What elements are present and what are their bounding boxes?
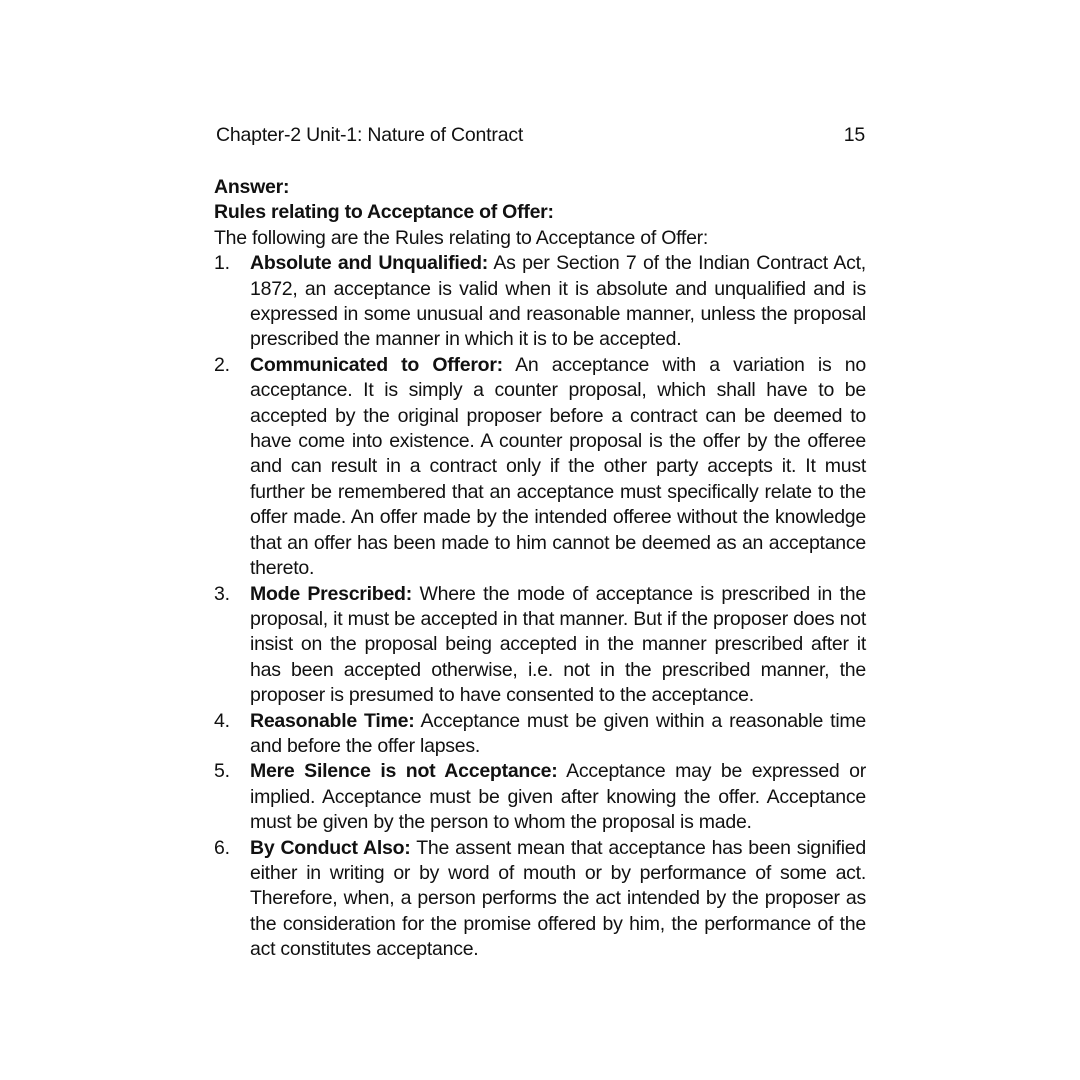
rule-item [214,836,866,963]
answer-label: Answer: [214,176,290,198]
document-body [214,175,866,963]
rule-number: 1. [214,252,230,275]
rule-text: The assent mean that acceptance has been signified either in writing or by word of mouth or by performance of some act. Therefore, when, a person performs the act intended by the proposer as the consideration for the promise offered by him, the performance of the act constitutes acceptance. [250,836,866,961]
rule-term: Mode Prescribed: [250,582,412,605]
section-title: Rules relating to Acceptance of Offer: [214,201,554,224]
rule-term: By Conduct Also: [250,836,411,859]
rule-text: Acceptance must be given within a reasonable time and before the offer lapses. [250,709,867,757]
rule-item [214,759,866,835]
rule-text: An acceptance with a variation is no acceptance. It is simply a counter proposal, which shall have to be accepted by the original proposer before a contract can be deemed to have come into existence. A counter proposal is the offer by the offeree and can result in a contract only if the other party accepts it. It must further be remembered that an acceptance must specifically relate to the offer made. An offer made by the intended offeree without the knowledge that an offer has been made to him cannot be deemed as an acceptance thereto. [250,353,866,580]
rule-text: As per Section 7 of the Indian Contract Act, 1872, an acceptance is valid when it is absolute and unqualified and is expressed in some unusual and reasonable manner, unless the proposal prescribed the manner in which it is to be accepted. [250,252,866,351]
rule-term: Communicated to Offeror: [250,353,503,376]
rule-term: Reasonable Time: [250,709,415,732]
rule-number: 5. [214,760,230,783]
rule-term: Absolute and Unqualified: [250,252,488,275]
rule-number: 2. [214,353,230,376]
rule-item [214,251,866,353]
rule-item [214,709,866,760]
rule-item [214,353,866,582]
rule-number: 3. [214,582,230,605]
rule-item [214,582,866,709]
rule-number: 6. [214,836,230,859]
rule-number: 4. [214,709,230,732]
rule-term: Mere Silence is not Acceptance: [250,760,558,783]
rules-list [214,251,866,962]
rule-text: Acceptance may be expressed or implied. Acceptance must be given after knowing the offer. Acceptance must be given by the person to whom the proposal is made. [250,760,866,834]
intro-text: The following are the Rules relating to Acceptance of Offer: [214,226,709,249]
rule-text: Where the mode of acceptance is prescribed in the proposal, it must be accepted in that manner. But if the proposer does not insist on the proposal being accepted in the manner prescribed after it has been accepted otherwise, i.e. not in the prescribed manner, the proposer is presumed to have consented to the acceptance. [250,582,866,707]
page-header [216,124,865,150]
page-number: 15 [843,124,865,146]
chapter-title: Chapter-2 Unit-1: Nature of Contract [216,124,524,146]
